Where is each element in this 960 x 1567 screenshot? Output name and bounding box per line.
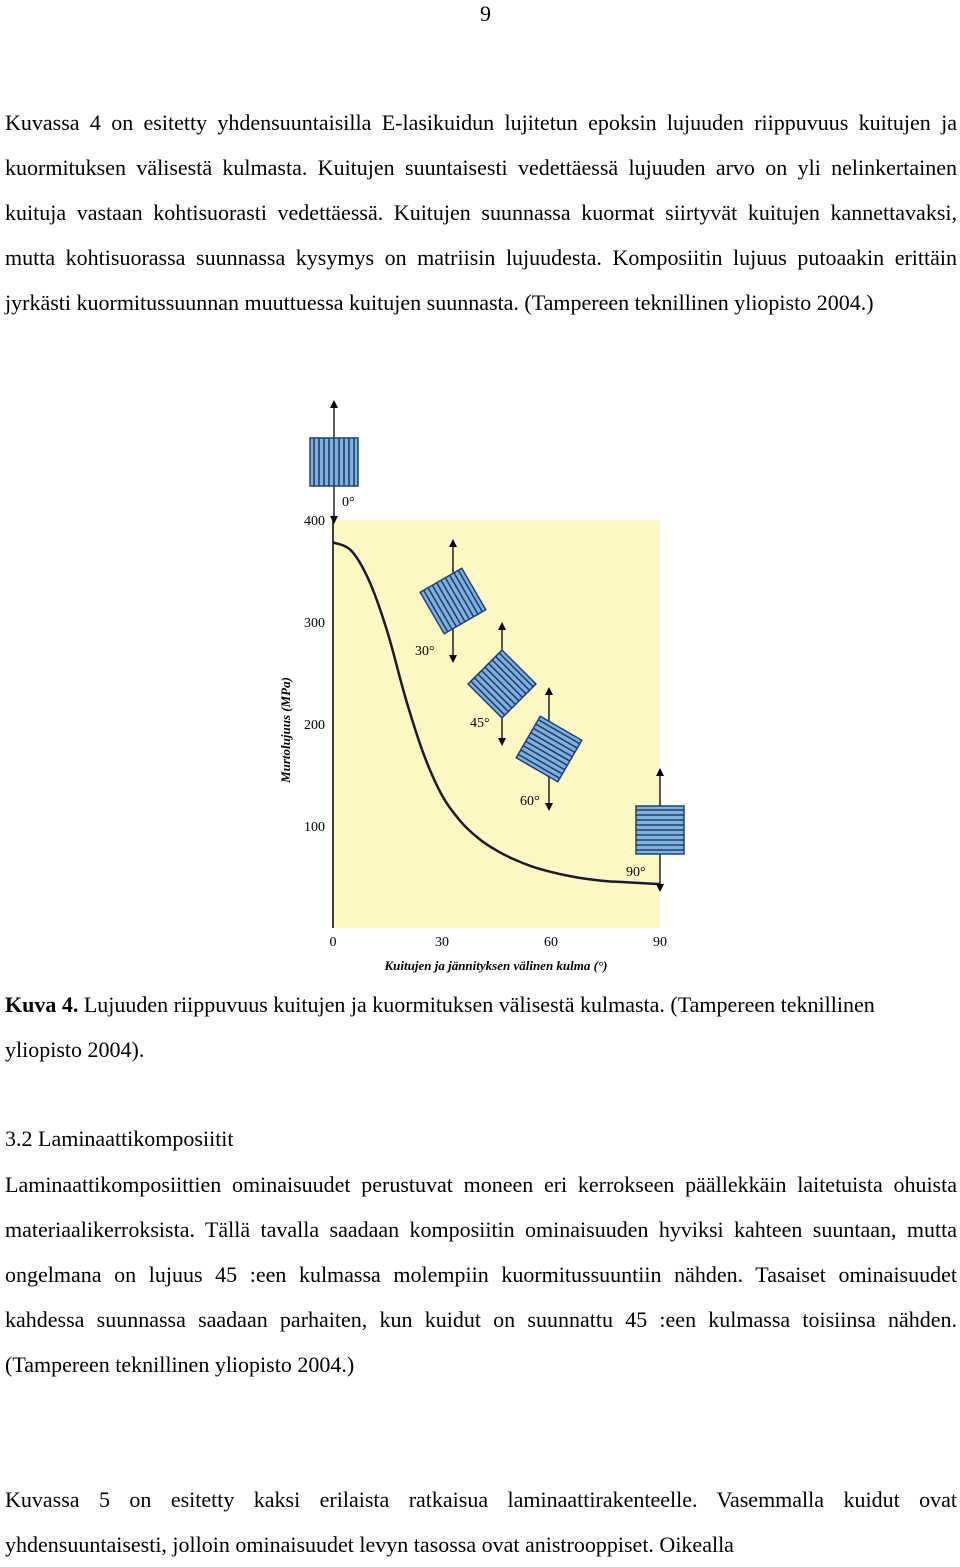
section-heading: 3.2 Laminaattikomposiitit — [5, 1126, 234, 1151]
closing-paragraph: Kuvassa 5 on esitetty kaksi erilaista ratkaisua laminaattirakenteelle. Vasemmalla kuidut ovat yhdensuuntaisesti, jolloin ominaisuudet levyn tasossa ovat anistrooppiset. Oikealla — [5, 1487, 957, 1557]
page-number: 9 — [480, 1, 491, 26]
intro-paragraph: Kuvassa 4 on esitetty yhdensuuntaisilla E-lasikuidun lujitetun epoksin lujuuden riippuvuus kuitujen ja kuormituksen välisestä kulmasta. Kuitujen suuntaisesti vedettäessä lujuuden arvo on yli nelinkertainen kuituja vastaan kohtisuorasti vedettäessä. Kuitujen suunnassa kuormat siirtyvät kuitujen kannettavaksi, mutta kohtisuorassa suunnassa kysymys on matriisin lujuudesta. Komposiitin lujuus putoaakin erittäin jyrkästi kuormitussuunnan muuttuessa kuitujen suunnasta. (Tampereen teknillinen yliopisto 2004.) — [5, 110, 957, 315]
fiber-block — [636, 806, 684, 854]
y-tick-labels — [304, 514, 325, 835]
x-tick-label: 90 — [653, 935, 667, 950]
caption-label: Kuva 4. — [5, 992, 79, 1017]
y-tick-label: 200 — [304, 718, 325, 733]
y-axis-label: Murtolujuus (MPa) — [278, 677, 293, 783]
x-tick-label: 0 — [329, 935, 337, 950]
y-tick-label: 100 — [304, 820, 325, 835]
section-paragraph: Laminaattikomposiittien ominaisuudet perustuvat moneen eri kerrokseen päällekkäin laitetuista ohuista materiaalikerroksista. Tällä tavalla saadaan komposiitin ominaisuuden hyviksi kahteen suuntaan, mutta ongelmana on lujuus 45 :een kulmassa molempiin kuormitussuuntiin nähden. Tasaiset ominaisuudet kahdessa suunnassa saadaan parhaiten, kun kuidut on suunnattu 45 :een kulmassa toisiinsa nähden. (Tampereen teknillinen yliopisto 2004.) — [5, 1172, 957, 1377]
angle-label: 45° — [470, 716, 490, 731]
x-tick-label: 30 — [435, 935, 449, 950]
x-tick-labels — [330, 935, 668, 950]
x-tick-label: 60 — [544, 935, 558, 950]
angle-label: 0° — [342, 495, 355, 510]
y-tick-label: 300 — [304, 616, 325, 631]
specimen-0-deg — [310, 400, 358, 524]
angle-label: 60° — [520, 794, 540, 809]
y-tick-label: 400 — [304, 514, 325, 529]
figure-caption — [5, 982, 957, 1072]
angle-label: 30° — [415, 644, 435, 659]
x-axis-label: Kuitujen ja jännityksen välinen kulma (°) — [384, 958, 608, 973]
strength-vs-angle-chart — [270, 400, 690, 980]
arrow-head — [330, 400, 338, 408]
fiber-block — [310, 438, 358, 486]
angle-label: 90° — [626, 865, 646, 880]
caption-text: Lujuuden riippuvuus kuitujen ja kuormituksen välisestä kulmasta. (Tampereen teknillinen yliopisto 2004). — [5, 992, 875, 1062]
plot-background — [333, 520, 660, 928]
